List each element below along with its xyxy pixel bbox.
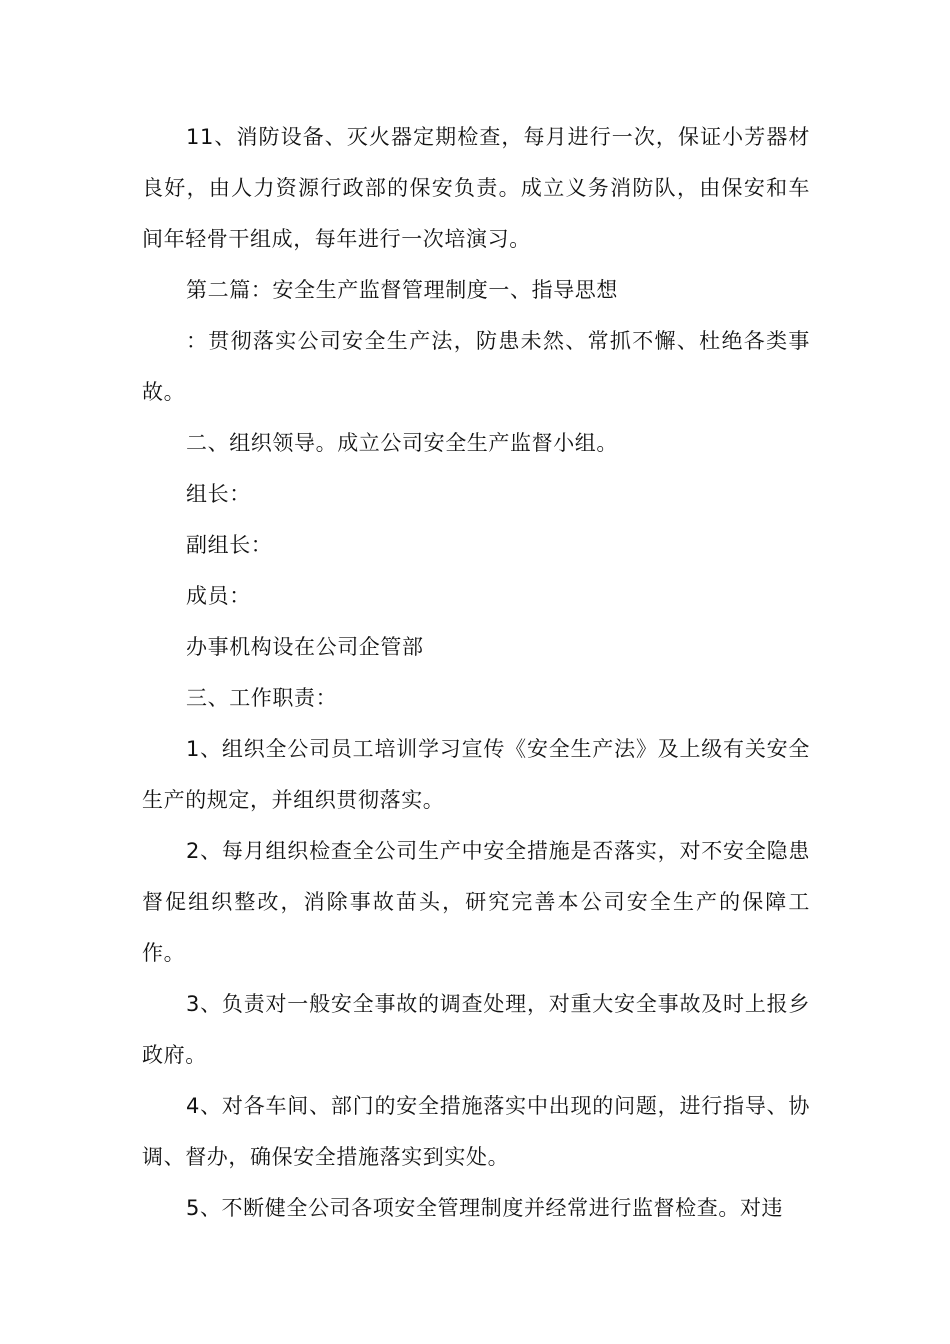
document-body [142, 112, 810, 1234]
paragraph-job-duties-heading: 三、工作职责： [186, 686, 338, 710]
paragraph-members: 成员： [186, 584, 251, 608]
paragraph-chapter-two-heading: 第二篇：安全生产监督管理制度一、指导思想 [186, 278, 618, 302]
paragraph-deputy-group-leader: 副组长： [186, 533, 273, 557]
paragraph-office-location: 办事机构设在公司企管部 [186, 635, 424, 659]
paragraph-duty-5: 5、不断健全公司各项安全管理制度并经常进行监督检查。对违 [186, 1196, 784, 1220]
paragraph-organization-leadership: 二、组织领导。成立公司安全生产监督小组。 [186, 431, 618, 455]
paragraph-group-leader: 组长： [186, 482, 251, 506]
paragraph-duty-3: 3、负责对一般安全事故的调查处理，对重大安全事故及时上报乡政府。 [142, 992, 810, 1067]
paragraph-duty-2: 2、每月组织检查全公司生产中安全措施是否落实，对不安全隐患督促组织整改，消除事故苗头，研究完善本公司安全生产的保障工作。 [142, 839, 810, 965]
paragraph-duty-4: 4、对各车间、部门的安全措施落实中出现的问题，进行指导、协调、督办，确保安全措施落实到实处。 [142, 1094, 810, 1169]
paragraph-guiding-thought: ：贯彻落实公司安全生产法，防患未然、常抓不懈、杜绝各类事故。 [142, 329, 810, 404]
paragraph-duty-1: 1、组织全公司员工培训学习宣传《安全生产法》及上级有关安全生产的规定，并组织贯彻落实。 [142, 737, 810, 812]
paragraph-fire-equipment: 11、消防设备、灭火器定期检查，每月进行一次，保证小芳器材良好，由人力资源行政部的保安负责。成立义务消防队，由保安和车间年轻骨干组成，每年进行一次培演习。 [142, 125, 810, 251]
